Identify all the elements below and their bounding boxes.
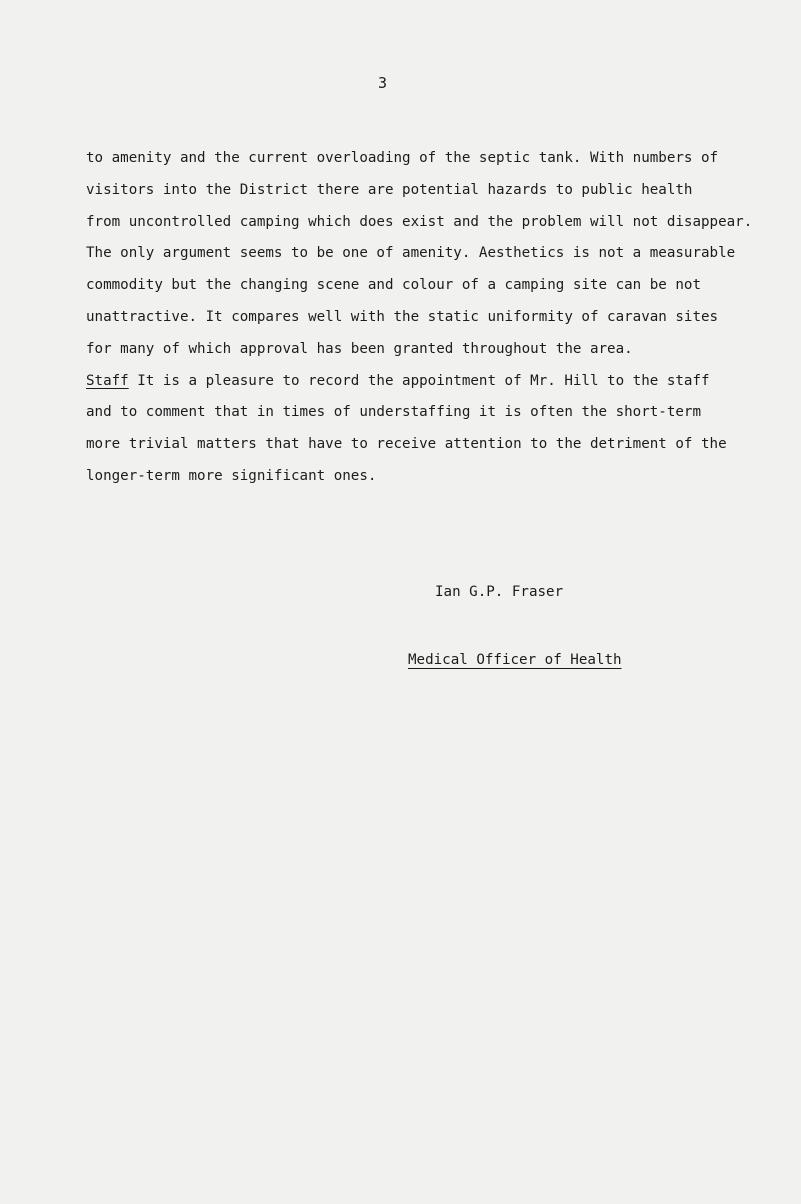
signature-title: Medical Officer of Health: [408, 652, 622, 668]
text-line: more trivial matters that have to receive attention to the detriment of the: [86, 436, 727, 453]
text-line-rest: It is a pleasure to record the appointment of Mr. Hill to the staff: [128, 372, 710, 389]
text-line: visitors into the District there are potential hazards to public health: [86, 181, 693, 198]
document-body: [86, 143, 776, 493]
text-line: longer-term more significant ones.: [86, 467, 377, 484]
staff-paragraph-first-line: [86, 366, 776, 398]
page-number: 3: [378, 74, 388, 92]
text-line: from uncontrolled camping which does exist and the problem will not disappear.: [86, 213, 753, 230]
text-line: and to comment that in times of understaffing it is often the short-term: [86, 404, 701, 421]
text-line: unattractive. It compares well with the static uniformity of caravan sites: [86, 308, 719, 325]
staff-heading: Staff: [86, 372, 129, 389]
text-line: The only argument seems to be one of amenity. Aesthetics is not a measurable: [86, 245, 736, 262]
text-line: for many of which approval has been granted throughout the area.: [86, 340, 633, 357]
signature-name: Ian G.P. Fraser: [435, 584, 564, 600]
text-line: commodity but the changing scene and colour of a camping site can be not: [86, 277, 701, 294]
text-line: to amenity and the current overloading of the septic tank. With numbers of: [86, 150, 719, 166]
